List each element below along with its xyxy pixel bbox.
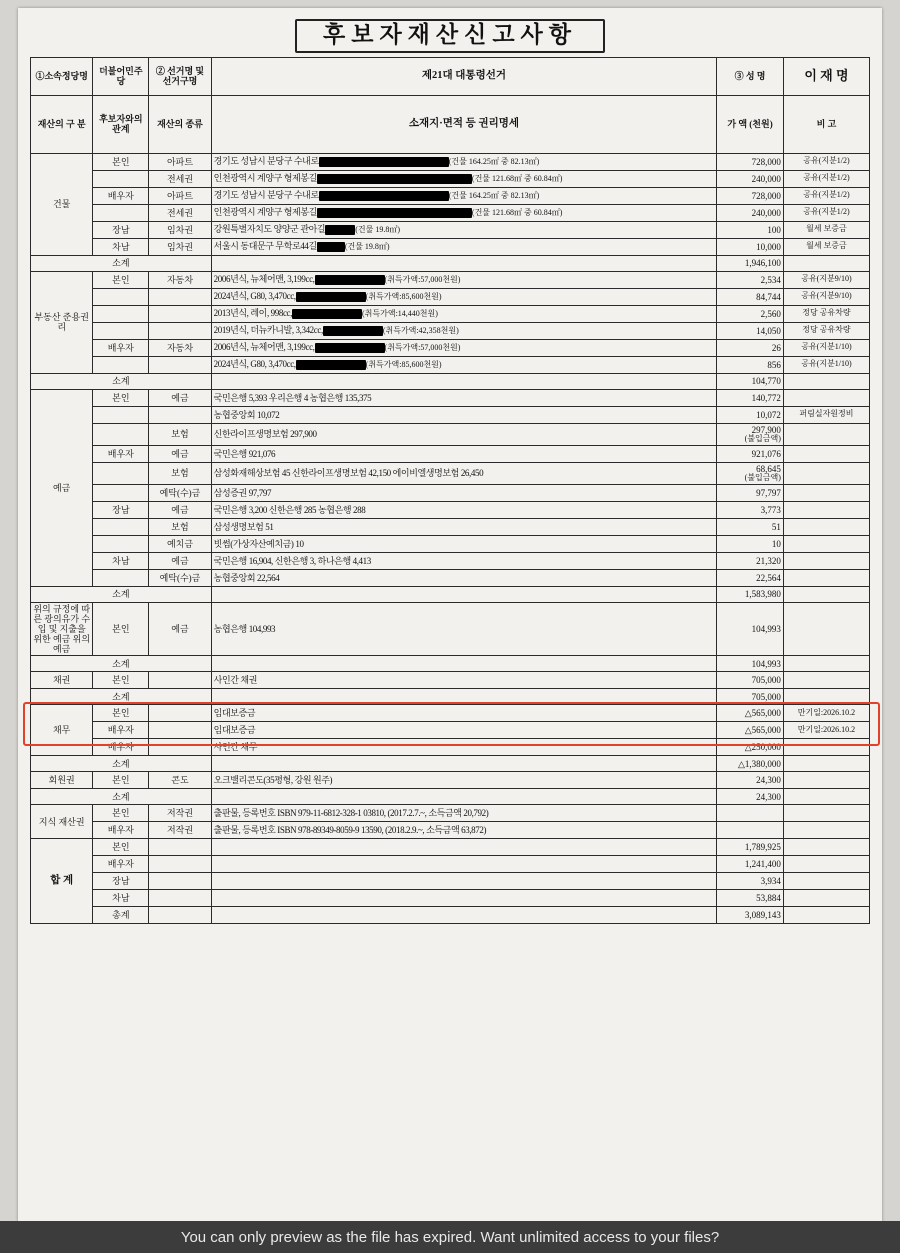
table-row: [31, 445, 870, 462]
kind-cell: 보험: [149, 462, 211, 484]
note-cell: 공유(지분1/2): [783, 187, 869, 204]
relation-cell: [93, 406, 149, 423]
value-cell: 2,560: [717, 305, 784, 322]
subtotal-spacer: [211, 586, 717, 602]
table-row: [31, 822, 870, 839]
relation-cell: [93, 423, 149, 445]
asset-type-cell: 위의 규정에 따른 광의유가 수입 및 지출을 위한 예금 위의 예금: [31, 602, 93, 655]
relation-cell: 차남: [93, 552, 149, 569]
note-cell: [783, 569, 869, 586]
value-cell: 26: [717, 339, 784, 356]
value-party: 더불어민주당: [93, 57, 149, 95]
subtotal-value: △1,380,000: [717, 756, 784, 772]
value-name: 이 재 명: [783, 57, 869, 95]
page-title: 후보자재산신고사항: [295, 19, 605, 53]
relation-cell: [93, 170, 149, 187]
total-note: [783, 856, 869, 873]
label-district: ② 선거명 및 선거구명: [149, 57, 211, 95]
detail-cell: 경기도 성남시 분당구 수내로 (건물 164.25㎡ 중 82.13㎡): [211, 187, 717, 204]
table-row: [31, 602, 870, 655]
kind-cell: [149, 288, 211, 305]
note-cell: 공유(지분9/10): [783, 271, 869, 288]
table-row: [31, 772, 870, 789]
subtotal-label: 소계: [31, 756, 212, 772]
detail-cell: 2019년식, 더뉴카니발, 3,342cc, (취득가액:42,358천원): [211, 322, 717, 339]
kind-cell: [149, 672, 211, 689]
detail-cell: 삼성화재해상보험 45 신한라이프생명보험 42,150 에이비엘생명보험 26,450: [211, 462, 717, 484]
value-cell: 97,797: [717, 484, 784, 501]
total-kind: [149, 890, 211, 907]
subtotal-label: 소계: [31, 255, 212, 271]
subtotal-label: 소계: [31, 789, 212, 805]
subtotal-row: [31, 789, 870, 805]
col-kind: 재산의 종류: [149, 95, 211, 153]
table-row: [31, 356, 870, 373]
total-kind: [149, 873, 211, 890]
detail-cell: 인천광역시 계양구 형제봉길 (건물 121.68㎡ 중 60.84㎡): [211, 170, 717, 187]
table-row: [31, 406, 870, 423]
table-row: [31, 552, 870, 569]
detail-cell: 삼성증권 97,797: [211, 484, 717, 501]
note-cell: [783, 484, 869, 501]
subtotal-row: [31, 255, 870, 271]
kind-cell: 예금: [149, 445, 211, 462]
relation-cell: 배우자: [93, 822, 149, 839]
table-row: [31, 535, 870, 552]
detail-cell: 국민은행 16,904, 신한은행 3, 하나은행 4,413: [211, 552, 717, 569]
label-name: ③ 성 명: [717, 57, 784, 95]
value-cell: 240,000: [717, 170, 784, 187]
note-cell: [783, 389, 869, 406]
table-row: [31, 305, 870, 322]
total-relation: 장남: [93, 873, 149, 890]
value-cell: △250,000: [717, 739, 784, 756]
note-cell: [783, 739, 869, 756]
table-row: [31, 462, 870, 484]
kind-cell: 예금: [149, 552, 211, 569]
subtotal-row: [31, 656, 870, 672]
detail-cell: 임대보증금: [211, 722, 717, 739]
note-cell: [783, 445, 869, 462]
kind-cell: 전세권: [149, 170, 211, 187]
note-cell: 공유(지분1/2): [783, 153, 869, 170]
total-note: [783, 839, 869, 856]
property-declaration-table: [30, 18, 870, 924]
table-row: [31, 187, 870, 204]
relation-cell: 배우자: [93, 739, 149, 756]
table-row: [31, 170, 870, 187]
value-cell: 705,000: [717, 672, 784, 689]
table-row: [31, 722, 870, 739]
kind-cell: 전세권: [149, 204, 211, 221]
kind-cell: 보험: [149, 423, 211, 445]
col-asset-type: 재산의 구 분: [31, 95, 93, 153]
detail-cell: 인천광역시 계양구 형제봉길 (건물 121.68㎡ 중 60.84㎡): [211, 204, 717, 221]
subtotal-label: 소계: [31, 373, 212, 389]
title-row: [31, 18, 870, 57]
subtotal-note: [783, 255, 869, 271]
value-cell: [717, 805, 784, 822]
kind-cell: [149, 406, 211, 423]
asset-type-cell: 건물: [31, 153, 93, 255]
value-cell: 21,320: [717, 552, 784, 569]
total-note: [783, 907, 869, 924]
value-cell: 921,076: [717, 445, 784, 462]
subtotal-row: [31, 689, 870, 705]
value-cell: 297,900 (불입금액): [717, 423, 784, 445]
note-cell: [783, 518, 869, 535]
total-relation: 배우자: [93, 856, 149, 873]
kind-cell: [149, 705, 211, 722]
relation-cell: [93, 518, 149, 535]
subtotal-note: [783, 586, 869, 602]
footer-message: You can only preview as the file has expired. Want unlimited access to your files?: [180, 1228, 720, 1246]
header-row: [31, 57, 870, 95]
total-note: [783, 890, 869, 907]
asset-type-cell: 채권: [31, 672, 93, 689]
note-cell: 퍼림실자원정비: [783, 406, 869, 423]
kind-cell: 예탁(수)금: [149, 484, 211, 501]
table-row: [31, 204, 870, 221]
detail-cell: 농협중앙회 10,072: [211, 406, 717, 423]
value-cell: 240,000: [717, 204, 784, 221]
subtotal-value: 705,000: [717, 689, 784, 705]
relation-cell: [93, 356, 149, 373]
kind-cell: 임차권: [149, 238, 211, 255]
table-row: [31, 423, 870, 445]
relation-cell: [93, 535, 149, 552]
relation-cell: [93, 322, 149, 339]
value-cell: 856: [717, 356, 784, 373]
detail-cell: 출판물, 등록번호 ISBN 979-11-6812-328-1 03810, (2017.2.7.~, 소득금액 20,792): [211, 805, 717, 822]
total-row: [31, 839, 870, 856]
value-cell: 104,993: [717, 602, 784, 655]
total-value: 1,241,400: [717, 856, 784, 873]
subtotal-value: 104,770: [717, 373, 784, 389]
kind-cell: [149, 305, 211, 322]
subtotal-value: 24,300: [717, 789, 784, 805]
total-note: [783, 873, 869, 890]
col-value: 가 액 (천원): [717, 95, 784, 153]
value-cell: 728,000: [717, 153, 784, 170]
kind-cell: 콘도: [149, 772, 211, 789]
note-cell: [783, 672, 869, 689]
table-row: [31, 153, 870, 170]
note-cell: [783, 552, 869, 569]
note-cell: [783, 602, 869, 655]
relation-cell: 본인: [93, 271, 149, 288]
kind-cell: 보험: [149, 518, 211, 535]
value-cell: 51: [717, 518, 784, 535]
total-detail: [211, 890, 717, 907]
note-cell: 만기일:2026.10.2: [783, 722, 869, 739]
relation-cell: [93, 204, 149, 221]
expired-file-footer[interactable]: [0, 1221, 900, 1253]
table-row: [31, 339, 870, 356]
table-row: [31, 739, 870, 756]
value-cell: 10,072: [717, 406, 784, 423]
value-cell: △565,000: [717, 705, 784, 722]
relation-cell: 차남: [93, 238, 149, 255]
subtotal-spacer: [211, 689, 717, 705]
value-cell: 2,534: [717, 271, 784, 288]
detail-cell: 서울시 동대문구 무학로44길 (건물 19.8㎡): [211, 238, 717, 255]
note-cell: 공유(지분1/2): [783, 204, 869, 221]
detail-cell: 오크밸리콘도(35평형, 강원 원주): [211, 772, 717, 789]
relation-cell: 본인: [93, 772, 149, 789]
column-header-row: [31, 95, 870, 153]
value-cell: 14,050: [717, 322, 784, 339]
subtotal-note: [783, 656, 869, 672]
value-cell: 22,564: [717, 569, 784, 586]
subtotal-label: 소계: [31, 689, 212, 705]
table-body: [31, 153, 870, 923]
relation-cell: 배우자: [93, 339, 149, 356]
relation-cell: 배우자: [93, 445, 149, 462]
subtotal-label: 소계: [31, 656, 212, 672]
total-detail: [211, 839, 717, 856]
note-cell: [783, 423, 869, 445]
value-cell: 24,300: [717, 772, 784, 789]
total-row: [31, 873, 870, 890]
asset-type-cell: 채무: [31, 705, 93, 756]
asset-type-cell: 지식 재산권: [31, 805, 93, 839]
note-cell: 만기일:2026.10.2: [783, 705, 869, 722]
subtotal-note: [783, 689, 869, 705]
value-cell: 10: [717, 535, 784, 552]
total-label: 합 계: [31, 839, 93, 924]
table-row: [31, 805, 870, 822]
detail-cell: 2006년식, 뉴체어맨, 3,199cc, (취득가액:57,000천원): [211, 271, 717, 288]
note-cell: [783, 772, 869, 789]
kind-cell: [149, 722, 211, 739]
kind-cell: 임차권: [149, 221, 211, 238]
subtotal-value: 1,946,100: [717, 255, 784, 271]
table-row: [31, 271, 870, 288]
table-row: [31, 501, 870, 518]
note-cell: 공유(지분1/10): [783, 339, 869, 356]
relation-cell: 본인: [93, 805, 149, 822]
note-cell: 월세 보증금: [783, 221, 869, 238]
table-row: [31, 569, 870, 586]
total-kind: [149, 907, 211, 924]
table-row: [31, 389, 870, 406]
relation-cell: [93, 288, 149, 305]
subtotal-row: [31, 586, 870, 602]
col-relation: 후보자와의 관계: [93, 95, 149, 153]
relation-cell: 본인: [93, 705, 149, 722]
detail-cell: 2006년식, 뉴체어맨, 3,199cc, (취득가액:57,000천원): [211, 339, 717, 356]
subtotal-row: [31, 756, 870, 772]
total-value: 1,789,925: [717, 839, 784, 856]
total-detail: [211, 907, 717, 924]
detail-cell: 출판물, 등록번호 ISBN 978-89349-8059-9 13590, (2018.2.9.~, 소득금액 63,872): [211, 822, 717, 839]
subtotal-value: 104,993: [717, 656, 784, 672]
value-district: 제21대 대통령선거: [211, 57, 717, 95]
kind-cell: [149, 356, 211, 373]
col-note: 비 고: [783, 95, 869, 153]
detail-cell: 사인간 채무: [211, 739, 717, 756]
detail-cell: 사인간 채권: [211, 672, 717, 689]
kind-cell: [149, 322, 211, 339]
kind-cell: 자동차: [149, 271, 211, 288]
detail-cell: 농협중앙회 22,564: [211, 569, 717, 586]
kind-cell: 예금: [149, 602, 211, 655]
detail-cell: 2024년식, G80, 3,470cc, (취득가액:85,600천원): [211, 288, 717, 305]
kind-cell: 자동차: [149, 339, 211, 356]
total-value: 3,934: [717, 873, 784, 890]
total-relation: 차남: [93, 890, 149, 907]
kind-cell: 저작권: [149, 805, 211, 822]
value-cell: 140,772: [717, 389, 784, 406]
note-cell: 공유(지분9/10): [783, 288, 869, 305]
subtotal-note: [783, 373, 869, 389]
total-value: 53,884: [717, 890, 784, 907]
relation-cell: 본인: [93, 672, 149, 689]
detail-cell: 임대보증금: [211, 705, 717, 722]
total-detail: [211, 873, 717, 890]
note-cell: [783, 805, 869, 822]
value-cell: [717, 822, 784, 839]
value-cell: 10,000: [717, 238, 784, 255]
relation-cell: 배우자: [93, 722, 149, 739]
kind-cell: 예금: [149, 501, 211, 518]
detail-cell: 농협은행 104,993: [211, 602, 717, 655]
value-cell: 100: [717, 221, 784, 238]
subtotal-spacer: [211, 255, 717, 271]
note-cell: 정당 공유차량: [783, 322, 869, 339]
detail-cell: 빗썸(가상자산예치금) 10: [211, 535, 717, 552]
kind-cell: 아파트: [149, 187, 211, 204]
total-relation: 총계: [93, 907, 149, 924]
asset-type-cell: 예금: [31, 389, 93, 586]
relation-cell: 배우자: [93, 187, 149, 204]
table-row: [31, 221, 870, 238]
total-row: [31, 856, 870, 873]
total-kind: [149, 839, 211, 856]
table-row: [31, 238, 870, 255]
total-row: [31, 890, 870, 907]
note-cell: 공유(지분1/10): [783, 356, 869, 373]
table-row: [31, 672, 870, 689]
relation-cell: [93, 305, 149, 322]
table-row: [31, 705, 870, 722]
note-cell: [783, 822, 869, 839]
table-row: [31, 288, 870, 305]
detail-cell: 국민은행 921,076: [211, 445, 717, 462]
detail-cell: 신한라이프생명보험 297,900: [211, 423, 717, 445]
relation-cell: 장남: [93, 221, 149, 238]
total-relation: 본인: [93, 839, 149, 856]
total-value: 3,089,143: [717, 907, 784, 924]
relation-cell: [93, 569, 149, 586]
value-cell: △565,000: [717, 722, 784, 739]
note-cell: 정당 공유차량: [783, 305, 869, 322]
value-cell: 84,744: [717, 288, 784, 305]
relation-cell: [93, 462, 149, 484]
subtotal-spacer: [211, 373, 717, 389]
detail-cell: 2024년식, G80, 3,470cc, (취득가액:85,600천원): [211, 356, 717, 373]
relation-cell: 본인: [93, 153, 149, 170]
label-party: ①소속정당명: [31, 57, 93, 95]
kind-cell: 예탁(수)금: [149, 569, 211, 586]
subtotal-spacer: [211, 656, 717, 672]
detail-cell: 강원특별자치도 양양군 관아길 (건물 19.8㎡): [211, 221, 717, 238]
value-cell: 728,000: [717, 187, 784, 204]
value-cell: 68,645 (불입금액): [717, 462, 784, 484]
relation-cell: 본인: [93, 389, 149, 406]
kind-cell: 아파트: [149, 153, 211, 170]
total-row: [31, 907, 870, 924]
subtotal-note: [783, 789, 869, 805]
subtotal-label: 소계: [31, 586, 212, 602]
note-cell: 공유(지분1/2): [783, 170, 869, 187]
detail-cell: 국민은행 5,393 우리은행 4 농협은행 135,375: [211, 389, 717, 406]
detail-cell: 2013년식, 레이, 998cc, (취득가액:14,440천원): [211, 305, 717, 322]
col-detail: 소재지·면적 등 권리명세: [211, 95, 717, 153]
relation-cell: 본인: [93, 602, 149, 655]
total-detail: [211, 856, 717, 873]
detail-cell: 삼성생명보험 51: [211, 518, 717, 535]
kind-cell: 예금: [149, 389, 211, 406]
note-cell: 월세 보증금: [783, 238, 869, 255]
relation-cell: 장남: [93, 501, 149, 518]
detail-cell: 국민은행 3,200 신한은행 285 농협은행 288: [211, 501, 717, 518]
value-cell: 3,773: [717, 501, 784, 518]
total-kind: [149, 856, 211, 873]
subtotal-spacer: [211, 756, 717, 772]
kind-cell: 저작권: [149, 822, 211, 839]
kind-cell: 예치금: [149, 535, 211, 552]
note-cell: [783, 501, 869, 518]
subtotal-value: 1,583,980: [717, 586, 784, 602]
note-cell: [783, 535, 869, 552]
subtotal-note: [783, 756, 869, 772]
detail-cell: 경기도 성남시 분당구 수내로 (건물 164.25㎡ 중 82.13㎡): [211, 153, 717, 170]
table-row: [31, 322, 870, 339]
relation-cell: [93, 484, 149, 501]
subtotal-spacer: [211, 789, 717, 805]
document-sheet: [18, 8, 882, 1223]
table-row: [31, 484, 870, 501]
asset-type-cell: 부동산 준용권리: [31, 271, 93, 373]
asset-type-cell: 회원권: [31, 772, 93, 789]
subtotal-row: [31, 373, 870, 389]
kind-cell: [149, 739, 211, 756]
note-cell: [783, 462, 869, 484]
table-row: [31, 518, 870, 535]
